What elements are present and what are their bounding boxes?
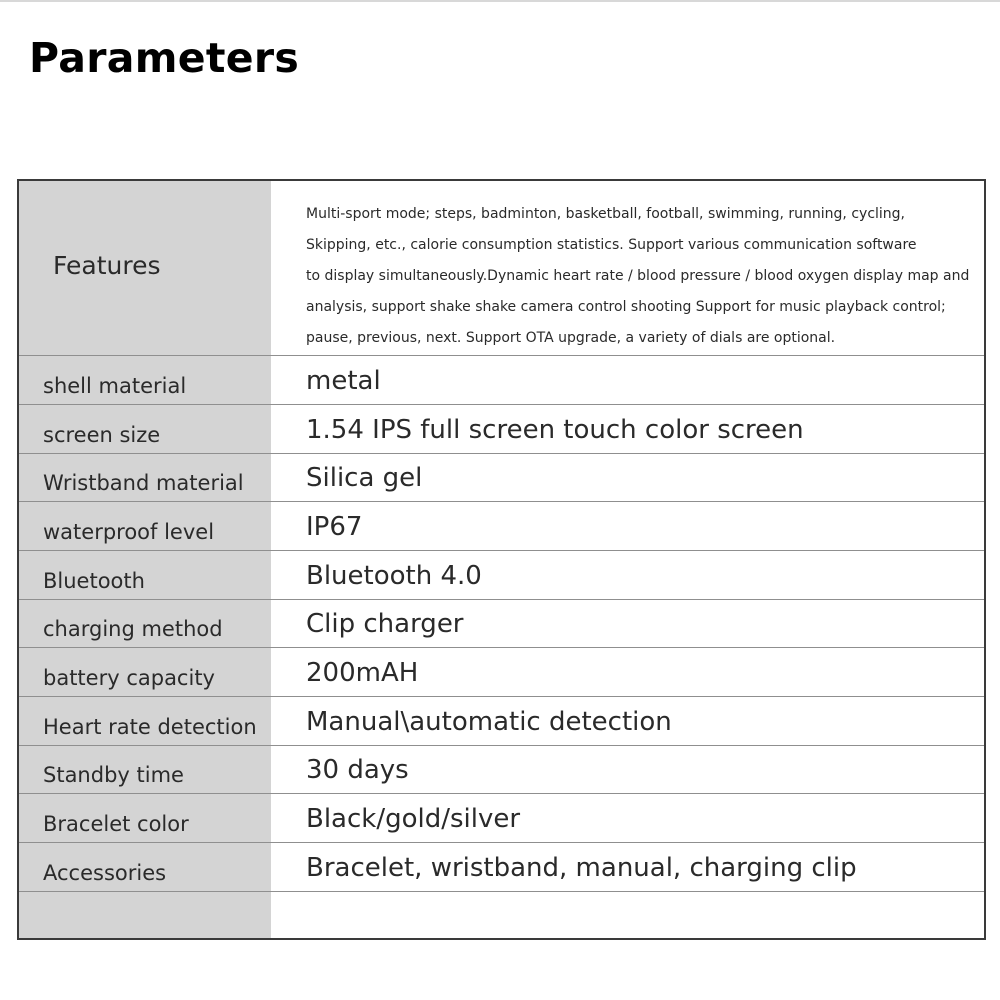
spec-value: 200mAH bbox=[306, 658, 419, 688]
spec-label: Standby time bbox=[43, 763, 184, 787]
spec-label: charging method bbox=[43, 617, 223, 641]
spec-value-cell bbox=[271, 746, 984, 793]
spec-value-cell bbox=[271, 551, 984, 599]
features-row bbox=[19, 181, 984, 356]
spec-label-cell bbox=[19, 502, 271, 550]
spec-value: Bluetooth 4.0 bbox=[306, 561, 482, 591]
features-line: analysis, support shake shake camera control shooting Support for music playback control; bbox=[306, 299, 946, 315]
spec-value: Manual\automatic detection bbox=[306, 707, 672, 737]
spec-row-empty bbox=[19, 892, 984, 938]
spec-value: 30 days bbox=[306, 755, 409, 785]
features-line: Multi-sport mode; steps, badminton, basketball, football, swimming, running, cycling, bbox=[306, 206, 906, 222]
spec-label-cell bbox=[19, 600, 271, 647]
spec-label: Accessories bbox=[43, 861, 167, 885]
spec-label: screen size bbox=[43, 423, 161, 447]
spec-label: Bracelet color bbox=[43, 812, 189, 836]
top-divider bbox=[0, 0, 1000, 2]
spec-label-cell bbox=[19, 794, 271, 842]
spec-value-cell bbox=[271, 843, 984, 891]
spec-row-accessories bbox=[19, 843, 984, 892]
spec-value: metal bbox=[306, 366, 381, 396]
spec-label-cell bbox=[19, 454, 271, 501]
spec-value-cell bbox=[271, 356, 984, 404]
spec-value-cell bbox=[271, 405, 984, 453]
spec-value: IP67 bbox=[306, 512, 363, 542]
page-title: Parameters bbox=[29, 34, 300, 82]
features-value-cell bbox=[271, 181, 984, 355]
spec-row-waterproof-level bbox=[19, 502, 984, 551]
spec-row-battery-capacity bbox=[19, 648, 984, 697]
spec-value-cell bbox=[271, 794, 984, 842]
spec-label-cell bbox=[19, 843, 271, 891]
spec-row-bluetooth bbox=[19, 551, 984, 600]
spec-row-wristband-material bbox=[19, 454, 984, 502]
spec-value-cell bbox=[271, 502, 984, 550]
spec-row-shell-material bbox=[19, 356, 984, 405]
spec-label-cell bbox=[19, 356, 271, 404]
spec-value: Bracelet, wristband, manual, charging clip bbox=[306, 853, 857, 883]
spec-label-cell bbox=[19, 746, 271, 793]
spec-label-cell bbox=[19, 697, 271, 745]
spec-value-cell bbox=[271, 892, 984, 938]
spec-label-cell bbox=[19, 551, 271, 599]
spec-row-screen-size bbox=[19, 405, 984, 454]
spec-row-heart-rate-detection bbox=[19, 697, 984, 746]
spec-table bbox=[17, 179, 986, 940]
features-label-cell bbox=[19, 181, 271, 355]
spec-label: Bluetooth bbox=[43, 569, 145, 593]
spec-label-cell bbox=[19, 405, 271, 453]
features-line: pause, previous, next. Support OTA upgrade, a variety of dials are optional. bbox=[306, 330, 836, 346]
spec-row-standby-time bbox=[19, 746, 984, 794]
spec-row-bracelet-color bbox=[19, 794, 984, 843]
spec-value: Silica gel bbox=[306, 463, 423, 493]
spec-label: shell material bbox=[43, 374, 187, 398]
spec-value: Black/gold/silver bbox=[306, 804, 521, 834]
spec-value: 1.54 IPS full screen touch color screen bbox=[306, 415, 804, 445]
features-label: Features bbox=[53, 251, 161, 280]
spec-row-charging-method bbox=[19, 600, 984, 648]
features-line: to display simultaneously.Dynamic heart rate / blood pressure / blood oxygen display map and bbox=[306, 268, 970, 284]
spec-label-cell bbox=[19, 648, 271, 696]
features-line: Skipping, etc., calorie consumption statistics. Support various communication software bbox=[306, 237, 917, 253]
spec-value-cell bbox=[271, 454, 984, 501]
spec-label: Wristband material bbox=[43, 471, 244, 495]
spec-label: waterproof level bbox=[43, 520, 215, 544]
spec-label: Heart rate detection bbox=[43, 715, 257, 739]
spec-label: battery capacity bbox=[43, 666, 215, 690]
spec-label-cell bbox=[19, 892, 271, 938]
spec-value-cell bbox=[271, 600, 984, 647]
spec-value: Clip charger bbox=[306, 609, 464, 639]
spec-value-cell bbox=[271, 648, 984, 696]
features-text bbox=[306, 199, 969, 354]
spec-value-cell bbox=[271, 697, 984, 745]
